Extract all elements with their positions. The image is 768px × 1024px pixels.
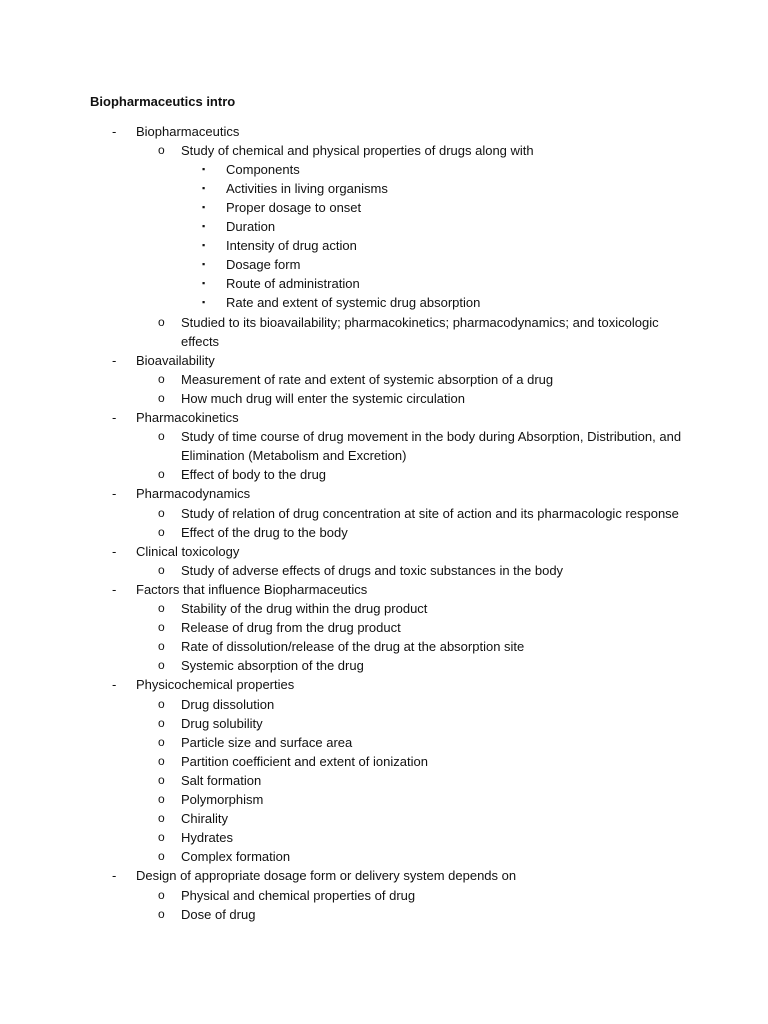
square-bullet: ▪: [202, 163, 206, 174]
list-item: Polymorphism: [181, 792, 264, 807]
list-item: Particle size and surface area: [181, 734, 353, 750]
list-item: Physical and chemical properties of drug: [181, 887, 416, 903]
dash-bullet: -: [112, 868, 117, 884]
circle-bullet: o: [158, 314, 165, 329]
list-item: Studied to its bioavailability; pharmacokinetics; pharmacodynamics; and toxicologic: [181, 314, 659, 330]
dash-bullet: -: [112, 123, 117, 139]
sub-list-item: Intensity of drug action: [226, 238, 357, 254]
circle-bullet: o: [158, 753, 165, 768]
sub-list-item: Dosage form: [226, 257, 301, 273]
list-item: Measurement of rate and extent of systemic absorption of a drug: [181, 371, 554, 387]
circle-bullet: o: [158, 620, 165, 635]
sub-list-item: Proper dosage to onset: [226, 199, 362, 215]
square-bullet: ▪: [202, 297, 206, 308]
list-item: Drug solubility: [181, 715, 263, 731]
list-item: Study of chemical and physical properties of drugs along with: [181, 142, 534, 158]
circle-bullet: o: [158, 887, 165, 902]
section-heading: Pharmacodynamics: [136, 486, 251, 502]
dash-bullet: -: [112, 486, 117, 502]
list-item: Effect of body to the drug: [181, 467, 327, 483]
circle-bullet: o: [158, 658, 165, 673]
section-heading: Physicochemical properties: [136, 677, 295, 693]
list-item: Drug dissolution: [181, 696, 275, 712]
list-item-continuation: Elimination (Metabolism and Excretion): [181, 448, 407, 464]
square-bullet: ▪: [202, 201, 206, 212]
square-bullet: ▪: [202, 278, 206, 289]
list-item: Study of adverse effects of drugs and toxic substances in the body: [181, 562, 564, 578]
sub-list-item: Route of administration: [226, 276, 360, 292]
sub-list-item: Activities in living organisms: [226, 180, 388, 196]
circle-bullet: o: [158, 734, 165, 749]
list-item: Systemic absorption of the drug: [181, 658, 364, 674]
circle-bullet: o: [158, 906, 165, 921]
circle-bullet: o: [158, 390, 165, 405]
section-heading: Factors that influence Biopharmaceutics: [136, 581, 368, 597]
square-bullet: ▪: [202, 259, 206, 270]
circle-bullet: o: [158, 792, 165, 806]
circle-bullet: o: [158, 142, 165, 157]
circle-bullet: o: [158, 562, 165, 577]
section-heading: Biopharmaceutics: [136, 123, 240, 139]
circle-bullet: o: [158, 639, 165, 654]
sub-list-item: Components: [226, 161, 300, 177]
list-item: Stability of the drug within the drug product: [181, 601, 428, 616]
list-item: Hydrates: [181, 830, 234, 846]
list-item: Dose of drug: [181, 906, 256, 922]
section-heading: Bioavailability: [136, 352, 215, 368]
dash-bullet: -: [112, 410, 117, 425]
circle-bullet: o: [158, 429, 165, 444]
circle-bullet: o: [158, 811, 165, 826]
circle-bullet: o: [158, 601, 165, 615]
list-item: Rate of dissolution/release of the drug at the absorption site: [181, 639, 525, 655]
circle-bullet: o: [158, 467, 165, 482]
circle-bullet: o: [158, 371, 165, 386]
circle-bullet: o: [158, 830, 165, 845]
list-item: Salt formation: [181, 772, 262, 788]
sub-list-item: Duration: [226, 219, 276, 234]
list-item: Effect of the drug to the body: [181, 524, 348, 540]
dash-bullet: -: [112, 543, 117, 559]
list-item: Study of relation of drug concentration at site of action and its pharmacologic response: [181, 505, 679, 521]
dash-bullet: -: [112, 677, 117, 693]
list-item: Study of time course of drug movement in the body during Absorption, Distribution, and: [181, 429, 682, 445]
square-bullet: ▪: [202, 221, 206, 231]
section-heading: Pharmacokinetics: [136, 410, 239, 425]
square-bullet: ▪: [202, 240, 206, 251]
sub-list-item: Rate and extent of systemic drug absorption: [226, 295, 481, 311]
list-item: Chirality: [181, 811, 228, 827]
circle-bullet: o: [158, 849, 165, 864]
circle-bullet: o: [158, 772, 165, 787]
list-item: Release of drug from the drug product: [181, 620, 401, 636]
circle-bullet: o: [158, 696, 165, 711]
square-bullet: ▪: [202, 182, 206, 193]
circle-bullet: o: [158, 505, 165, 520]
dash-bullet: -: [112, 581, 117, 597]
section-heading: Clinical toxicology: [136, 543, 240, 559]
list-item: Partition coefficient and extent of ionization: [181, 753, 428, 769]
page-title: Biopharmaceutics intro: [90, 94, 236, 109]
circle-bullet: o: [158, 524, 165, 539]
list-item-continuation: effects: [181, 333, 220, 349]
list-item: Complex formation: [181, 849, 291, 865]
section-heading: Design of appropriate dosage form or delivery system depends on: [136, 868, 517, 884]
list-item: How much drug will enter the systemic circulation: [181, 390, 465, 406]
circle-bullet: o: [158, 715, 165, 730]
dash-bullet: -: [112, 352, 117, 368]
